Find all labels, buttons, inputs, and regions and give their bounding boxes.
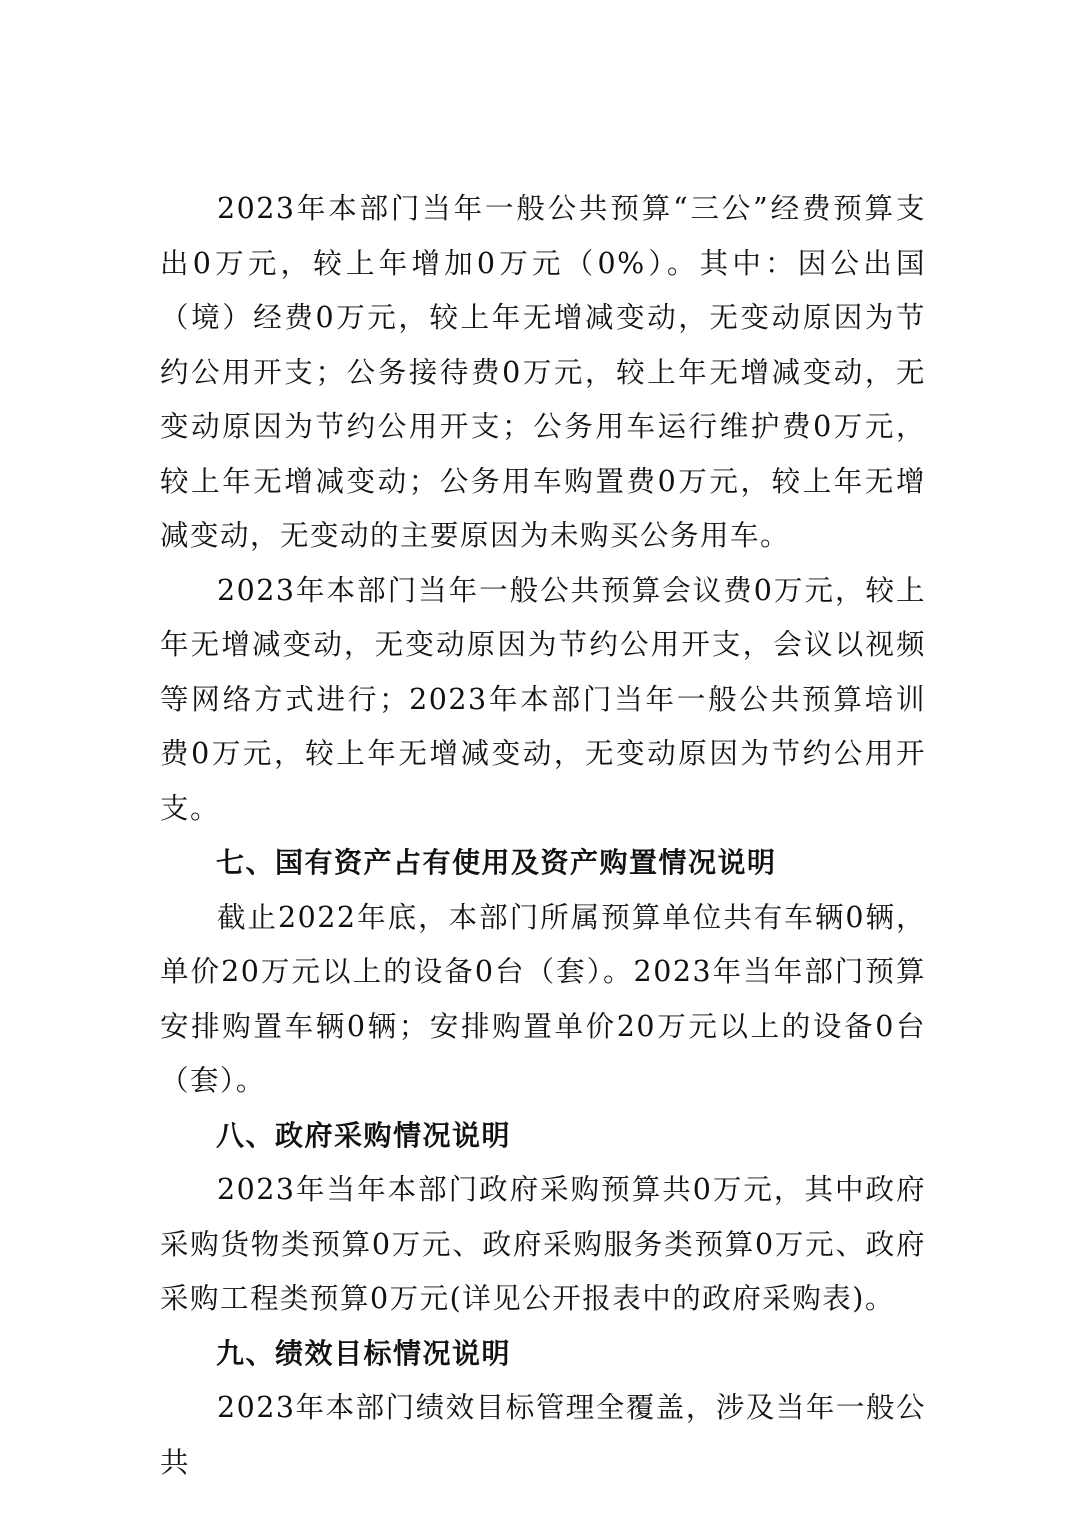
document-body (160, 182, 926, 1490)
paragraph-meeting-training-fees: 2023年本部门当年一般公共预算会议费0万元，较上年无增减变动，无变动原因为节约公用开支，会议以视频等网络方式进行；2023年本部门当年一般公共预算培训费0万元，较上年无增减变动，无变动原因为节约公用开支。 (160, 573, 926, 825)
paragraph-three-public-expenses: 2023年本部门当年一般公共预算“三公”经费预算支出0万元，较上年增加0万元（0%）。其中：因公出国（境）经费0万元，较上年无增减变动，无变动原因为节约公用开支；公务接待费0万元，较上年无增减变动，无变动原因为节约公用开支；公务用车运行维护费0万元，较上年无增减变动；公务用车购置费0万元，较上年无增减变动，无变动的主要原因为未购买公务用车。 (160, 192, 926, 552)
paragraph-performance-targets: 2023年本部门绩效目标管理全覆盖，涉及当年一般公共 (160, 1391, 926, 1479)
section-heading-performance-targets: 九、绩效目标情况说明 (216, 1336, 512, 1370)
section-heading-government-procurement: 八、政府采购情况说明 (216, 1118, 512, 1152)
paragraph-government-procurement: 2023年当年本部门政府采购预算共0万元，其中政府采购货物类预算0万元、政府采购服务类预算0万元、政府采购工程类预算0万元(详见公开报表中的政府采购表)。 (160, 1173, 926, 1315)
section-heading-state-assets: 七、国有资产占有使用及资产购置情况说明 (216, 846, 777, 879)
paragraph-state-assets: 截止2022年底，本部门所属预算单位共有车辆0辆，单价20万元以上的设备0台（套）。2023年当年部门预算安排购置车辆0辆；安排购置单价20万元以上的设备0台（套）。 (160, 900, 926, 1097)
